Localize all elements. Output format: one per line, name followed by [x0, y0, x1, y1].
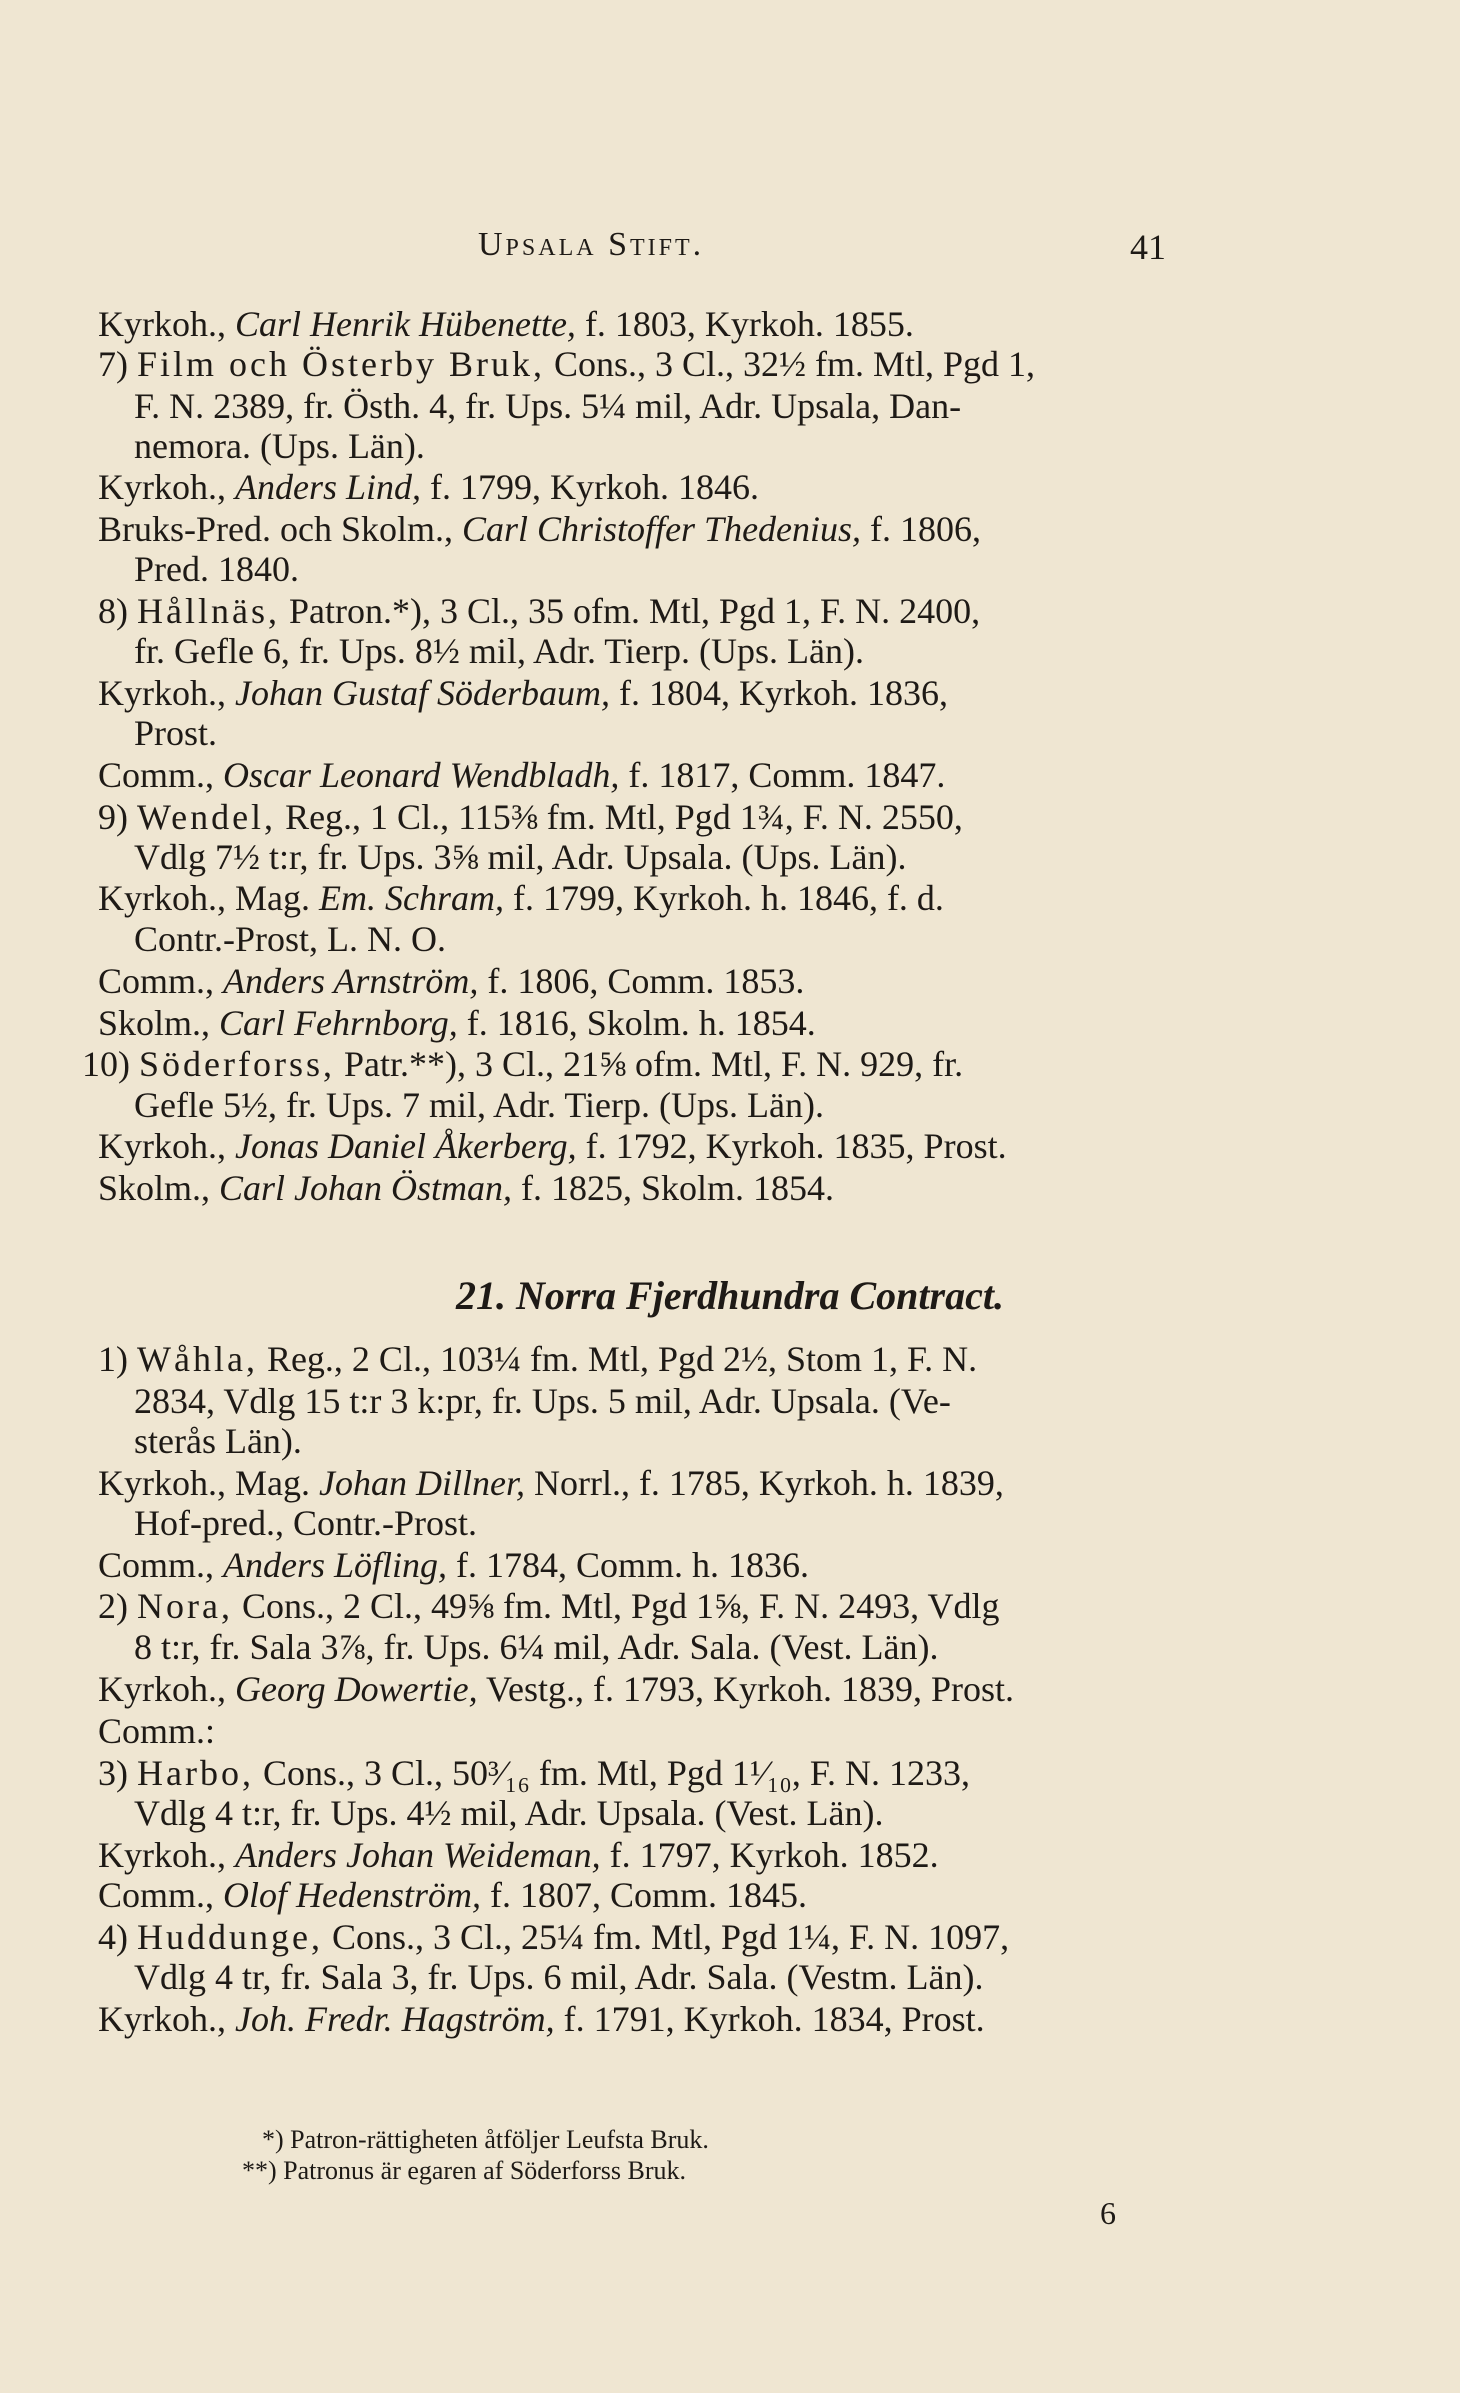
person-name: Carl Johan Östman, — [219, 1168, 513, 1208]
text-line: fr. Gefle 6, fr. Ups. 8½ mil, Adr. Tierp. (Ups. Län). — [134, 631, 864, 671]
line-prefix: Comm., — [98, 1545, 224, 1585]
page-number: 41 — [1130, 227, 1166, 267]
line-detail: f. 1817, Comm. 1847. — [619, 755, 946, 795]
text-line — [98, 1916, 1009, 1958]
line-detail: Cons., 3 Cl., 32½ fm. Mtl, Pgd 1, — [544, 344, 1036, 384]
line-prefix: Kyrkoh., — [98, 304, 235, 344]
text-line — [98, 1668, 1014, 1710]
line-prefix: Comm., — [98, 1875, 224, 1915]
signature-mark: 6 — [1100, 2195, 1116, 2231]
text-line — [98, 1874, 807, 1916]
text-line — [98, 1998, 985, 2040]
parish-name: Wåhla, — [137, 1339, 258, 1379]
person-name: Georg Dowertie, — [235, 1669, 478, 1709]
text-line — [98, 1167, 834, 1209]
text-line: Pred. 1840. — [134, 549, 299, 589]
line-prefix: 3) — [98, 1753, 137, 1793]
text-line: Gefle 5½, fr. Ups. 7 mil, Adr. Tierp. (Ups. Län). — [134, 1085, 824, 1125]
person-name: Johan Gustaf Söderbaum, — [235, 673, 610, 713]
line-prefix: 2) — [98, 1586, 137, 1626]
person-name: Anders Lind, — [235, 467, 422, 507]
text-line: Vdlg 4 tr, fr. Sala 3, fr. Ups. 6 mil, Adr. Sala. (Vestm. Län). — [134, 1957, 984, 1997]
text-line — [98, 877, 944, 919]
person-name: Joh. Fredr. Hagström, — [235, 1999, 555, 2039]
line-detail: f. 1806, — [861, 509, 982, 549]
text-line: Contr.-Prost, L. N. O. — [134, 919, 447, 959]
text-line — [98, 672, 948, 714]
line-detail: f. 1797, Kyrkoh. 1852. — [600, 1835, 939, 1875]
text-line — [98, 796, 963, 838]
text-line — [98, 1585, 1000, 1627]
line-prefix: 7) — [98, 344, 137, 384]
text-line — [98, 508, 981, 550]
line-detail: f. 1816, Skolm. h. 1854. — [457, 1003, 816, 1043]
line-detail: f. 1799, Kyrkoh. 1846. — [421, 467, 759, 507]
parish-name: Söderforss, — [139, 1044, 335, 1084]
line-detail: f. 1784, Comm. h. 1836. — [447, 1545, 810, 1585]
person-name: Carl Henrik Hübenette, — [235, 304, 576, 344]
line-detail: f. 1803, Kyrkoh. 1855. — [575, 304, 914, 344]
line-detail: f. 1791, Kyrkoh. 1834, Prost. — [554, 1999, 985, 2039]
parish-name: Hållnäs, — [137, 591, 280, 631]
line-detail: f. 1806, Comm. 1853. — [478, 961, 805, 1001]
parish-name: Nora, — [137, 1586, 233, 1626]
line-prefix: Kyrkoh., — [98, 1835, 235, 1875]
text-line — [98, 1002, 816, 1044]
line-prefix: Skolm., — [98, 1003, 220, 1043]
line-detail: Vestg., f. 1793, Kyrkoh. 1839, Prost. — [477, 1669, 1014, 1709]
line-prefix: 1) — [98, 1339, 137, 1379]
text-line — [98, 343, 1035, 385]
text-line: F. N. 2389, fr. Östh. 4, fr. Ups. 5¼ mil, Adr. Upsala, Dan- — [134, 386, 962, 426]
text-line: Vdlg 7½ t:r, fr. Ups. 3⅝ mil, Adr. Upsala. (Ups. Län). — [134, 837, 907, 877]
parish-name: Harbo, — [137, 1753, 254, 1793]
text-line — [98, 1752, 970, 1794]
line-detail: f. 1792, Kyrkoh. 1835, Prost. — [576, 1126, 1007, 1166]
person-name: Carl Fehrnborg, — [219, 1003, 458, 1043]
person-name: Anders Arnström, — [223, 961, 479, 1001]
text-line — [98, 1338, 977, 1380]
line-detail: Reg., 2 Cl., 103¼ fm. Mtl, Pgd 2½, Stom 1, F. N. — [257, 1339, 978, 1379]
line-prefix: 10) — [82, 1044, 139, 1084]
text-line — [82, 1043, 963, 1085]
line-prefix: Comm., — [98, 755, 224, 795]
person-name: Oscar Leonard Wendbladh, — [223, 755, 620, 795]
line-prefix: Kyrkoh., — [98, 673, 235, 713]
running-head — [0, 226, 1460, 276]
parish-name: Wendel, — [137, 797, 277, 837]
line-detail: Cons., 3 Cl., 50³⁄₁₆ fm. Mtl, Pgd 1¹⁄₁₀, F. N. 1233, — [253, 1753, 970, 1793]
text-line — [98, 466, 759, 508]
section-heading: 21. Norra Fjerdhundra Contract. — [456, 1273, 1004, 1318]
line-prefix: 8) — [98, 591, 137, 631]
person-name: Carl Christoffer Thedenius, — [462, 509, 862, 549]
line-detail: Norrl., f. 1785, Kyrkoh. h. 1839, — [524, 1463, 1004, 1503]
text-line: Comm.: — [98, 1711, 216, 1751]
line-prefix: Kyrkoh., — [98, 1999, 235, 2039]
line-prefix: Skolm., — [98, 1168, 220, 1208]
line-detail: f. 1807, Comm. 1845. — [481, 1875, 808, 1915]
text-line: sterås Län). — [134, 1421, 302, 1461]
text-line: 2834, Vdlg 15 t:r 3 k:pr, fr. Ups. 5 mil, Adr. Upsala. (Ve- — [134, 1381, 951, 1421]
text-line: nemora. (Ups. Län). — [134, 426, 425, 466]
text-line — [98, 960, 804, 1002]
text-line — [98, 754, 945, 796]
line-prefix: Kyrkoh., — [98, 1126, 235, 1166]
line-prefix: Kyrkoh., Mag. — [98, 1463, 319, 1503]
person-name: Anders Johan Weideman, — [235, 1835, 601, 1875]
text-line — [98, 1544, 809, 1586]
line-prefix: Kyrkoh., Mag. — [98, 878, 319, 918]
line-prefix: Kyrkoh., — [98, 1669, 235, 1709]
line-detail: Cons., 2 Cl., 49⅝ fm. Mtl, Pgd 1⅝, F. N. 2493, Vdlg — [232, 1586, 1000, 1626]
line-detail: Cons., 3 Cl., 25¼ fm. Mtl, Pgd 1¼, F. N. 1097, — [322, 1917, 1010, 1957]
line-detail: f. 1799, Kyrkoh. h. 1846, f. d. — [503, 878, 944, 918]
line-detail: Patr.**), 3 Cl., 21⅝ ofm. Mtl, F. N. 929, fr. — [334, 1044, 964, 1084]
page-title: Upsala Stift. — [478, 226, 705, 263]
line-prefix: 4) — [98, 1917, 137, 1957]
line-detail: Reg., 1 Cl., 115⅜ fm. Mtl, Pgd 1¾, F. N. 2550, — [276, 797, 963, 837]
line-prefix: Comm., — [98, 961, 224, 1001]
person-name: Jonas Daniel Åkerberg, — [235, 1126, 577, 1166]
text-line — [98, 1125, 1007, 1167]
footnote-2: **) Patronus är egaren af Söderforss Bruk. — [242, 2156, 687, 2185]
person-name: Olof Hedenström, — [223, 1875, 481, 1915]
line-prefix: Bruks-Pred. och Skolm., — [98, 509, 462, 549]
line-detail: f. 1825, Skolm. 1854. — [512, 1168, 835, 1208]
text-line — [98, 590, 980, 632]
text-line: Hof-pred., Contr.-Prost. — [134, 1503, 477, 1543]
parish-name: Huddunge, — [137, 1917, 323, 1957]
text-line: Prost. — [134, 713, 218, 753]
footnote-1: *) Patron-rättigheten åtföljer Leufsta Bruk. — [262, 2125, 709, 2154]
line-detail: Patron.*), 3 Cl., 35 ofm. Mtl, Pgd 1, F. N. 2400, — [279, 591, 981, 631]
parish-name: Film och Österby Bruk, — [137, 344, 545, 384]
text-line: 8 t:r, fr. Sala 3⅞, fr. Ups. 6¼ mil, Adr. Sala. (Vest. Län). — [134, 1627, 939, 1667]
person-name: Anders Löfling, — [223, 1545, 448, 1585]
text-line: Vdlg 4 t:r, fr. Ups. 4½ mil, Adr. Upsala. (Vest. Län). — [134, 1793, 884, 1833]
text-line — [98, 1834, 939, 1876]
line-prefix: Kyrkoh., — [98, 467, 235, 507]
person-name: Johan Dillner, — [318, 1463, 525, 1503]
text-line — [98, 1462, 1004, 1504]
person-name: Em. Schram, — [318, 878, 504, 918]
line-detail: f. 1804, Kyrkoh. 1836, — [609, 673, 948, 713]
text-line — [98, 303, 914, 345]
line-prefix: 9) — [98, 797, 137, 837]
